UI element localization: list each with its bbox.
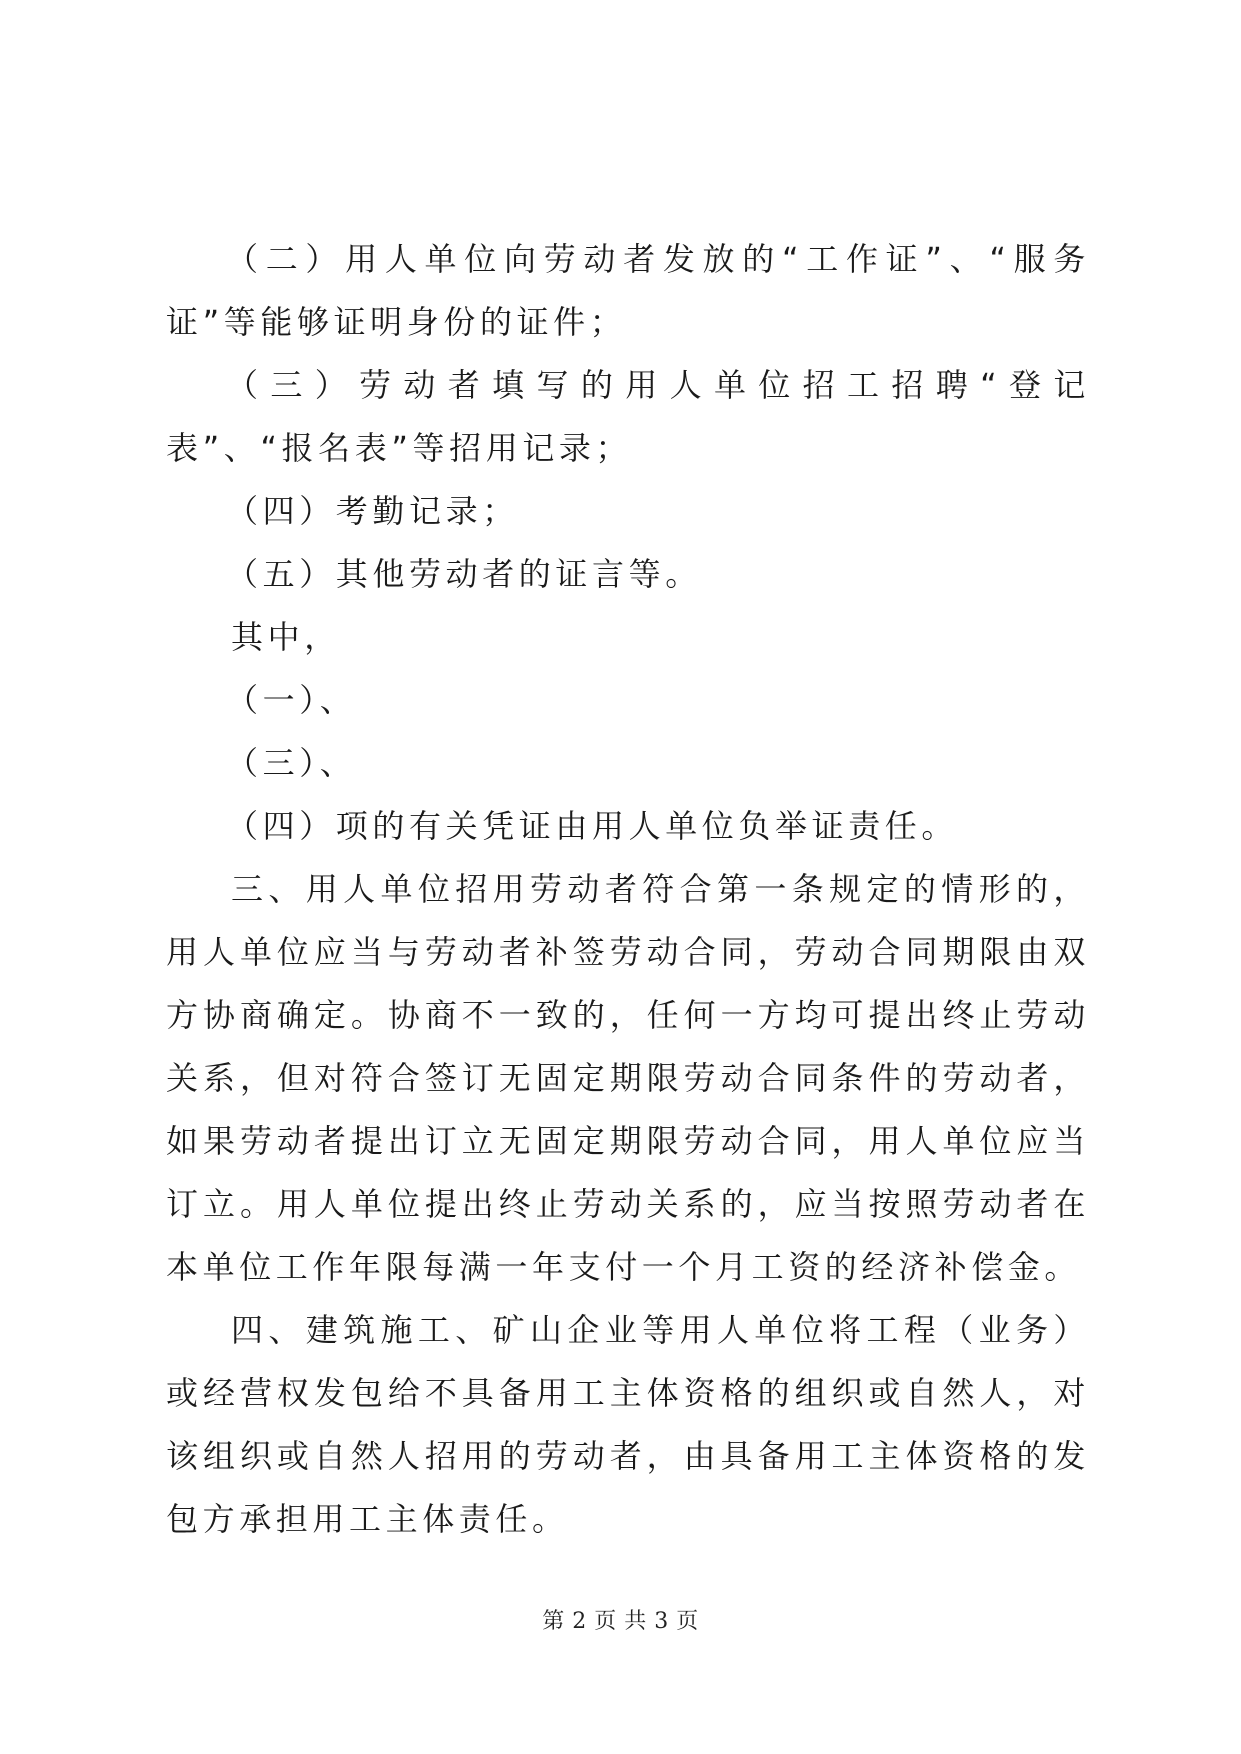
paragraph-ref-1: （一）、 (226, 681, 357, 719)
document-body (166, 228, 1090, 1551)
paragraph-item-5: （五）其他劳动者的证言等。 (226, 555, 702, 593)
paragraph-qizhong: 其中， (231, 618, 341, 656)
paragraph-ref-4: （四）项的有关凭证由用人单位负举证责任。 (226, 807, 959, 845)
paragraph-article-4: 四、建筑施工、矿山企业等用人单位将工程（业务）或经营权发包给不具备用工主体资格的组织或自然人，对该组织或自然人招用的劳动者，由具备用工主体资格的发包方承担用工主体责任。 (166, 1311, 1090, 1538)
paragraph-item-3: （三）劳动者填写的用人单位招工招聘“登记表”、“报名表”等招用记录； (166, 366, 1090, 467)
paragraph-ref-3: （三）、 (226, 744, 357, 782)
page-number-footer: 第 2 页 共 3 页 (542, 1609, 699, 1634)
paragraph-item-2: （二）用人单位向劳动者发放的“工作证”、“服务证”等能够证明身份的证件； (166, 240, 1090, 341)
paragraph-article-3: 三、用人单位招用劳动者符合第一条规定的情形的，用人单位应当与劳动者补签劳动合同，劳动合同期限由双方协商确定。协商不一致的，任何一方均可提出终止劳动关系，但对符合签订无固定期限劳动合同条件的劳动者，如果劳动者提出订立无固定期限劳动合同，用人单位应当订立。用人单位提出终止劳动关系的，应当按照劳动者在本单位工作年限每满一年支付一个月工资的经济补偿金。 (166, 870, 1090, 1286)
paragraph-item-4: （四）考勤记录； (226, 492, 519, 530)
